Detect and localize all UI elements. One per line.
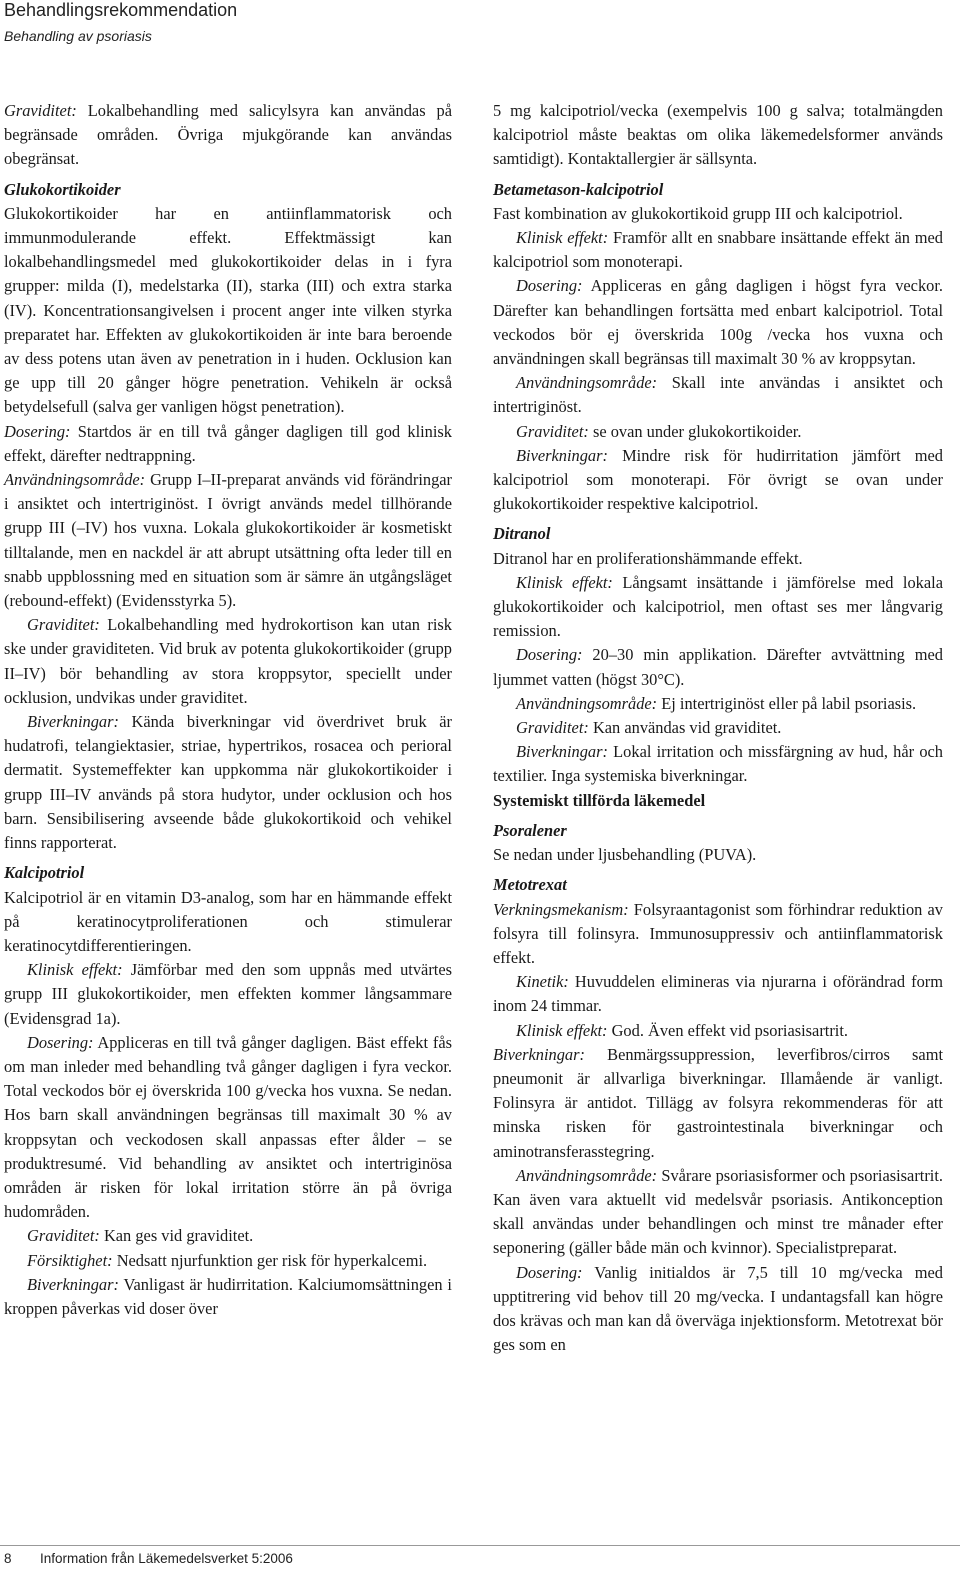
paragraph-label: Biverkningar: — [493, 1044, 585, 1064]
paragraph-text: Folsyraantagonist som förhindrar reduktion av folsyra till folinsyra. Immunosuppressiv och antiinflammatorisk effekt. — [493, 899, 943, 967]
paragraph — [493, 1019, 943, 1043]
paragraph — [493, 898, 943, 971]
paragraph-text: God. Även effekt vid psoriasisartrit. — [607, 1020, 848, 1040]
paragraph-text: Lokalbehandling med salicylsyra kan användas på begränsade områden. Övriga mjukgörande kan användas obegränsat. — [4, 101, 452, 169]
paragraph-text: Nedsatt njurfunktion ger risk för hyperkalcemi. — [112, 1250, 428, 1270]
footer-divider — [0, 1545, 960, 1546]
section-heading: Glukokortikoider — [4, 179, 121, 199]
paragraph-text: Benmärgssuppression, leverfibros/cirros samt pneumonit är allvarliga biverkningar. Illamående är vanligt. Folinsyra är antidot. Tillägg av folsyra rekommenderas för att minska risken för gastrointestinala biverkningar och aminotransferasstegring. — [493, 1044, 943, 1161]
paragraph-label: Biverkningar: — [27, 1274, 119, 1294]
paragraph-label: Biverkningar: — [516, 742, 608, 762]
paragraph — [4, 468, 452, 613]
paragraph-label: Klinisk effekt: — [516, 1020, 608, 1040]
paragraph-text: Vanligast är hudirritation. Kalciumomsättningen i kroppen påverkas vid doser över — [4, 1274, 452, 1318]
paragraph-label: Användningsområde: — [4, 470, 146, 490]
paragraph-text: Ej intertriginöst eller på labil psoriasis. — [657, 693, 917, 713]
page-header-title: Behandlingsrekommendation — [4, 0, 238, 20]
paragraph-text: Jämförbar med den som uppnås med utvärtes grupp III glukokortikoider, men effekten kommer långsammare (Evidensgrad 1a). — [4, 960, 452, 1028]
paragraph-text: Mindre risk för hudirritation jämfört med kalcipotriol som monoterapi. För övrigt se ovan under glukokortikoider respektive kalcipotriol. — [493, 445, 943, 514]
page-header-subtitle: Behandling av psoriasis — [4, 28, 152, 44]
paragraph — [493, 444, 943, 517]
paragraph-label: Dosering: — [27, 1032, 94, 1052]
paragraph-text: Kan användas vid graviditet. — [588, 718, 782, 738]
publication-source: Information från Läkemedelsverket 5:2006 — [40, 1551, 293, 1566]
paragraph — [493, 420, 943, 444]
left-column — [4, 99, 452, 1321]
paragraph — [4, 613, 452, 710]
paragraph-label: Graviditet: — [516, 718, 589, 738]
section-heading: Psoralener — [493, 820, 567, 840]
paragraph — [493, 274, 943, 371]
paragraph-text: Appliceras en till två gånger dagligen. Bäst effekt fås om man inleder med behandling två gånger dagligen i fyra veckor. Total veckodos bör ej överskrida 100 g/vecka hos vuxna. Se nedan. Hos barn skall användningen begränsas till maximalt 30 % av kroppsytan och veckodosen skall anpassas efter ålder – se produktresumé. Vid behandling av ansiktet och intertriginösa områden är risken för lokal irritation större än på övriga hudområden. — [4, 1032, 452, 1222]
paragraph — [493, 970, 943, 1018]
paragraph — [493, 1043, 943, 1164]
paragraph: Kalcipotriol är en vitamin D3-analog, som har en hämmande effekt på keratinocytproliferationen och stimulerar keratinocytdifferentieringen. — [4, 887, 452, 955]
paragraph-label: Klinisk effekt: — [516, 572, 613, 592]
paragraph-text: Svårare psoriasisformer och psoriasisartrit. Kan även vara aktuellt vid medelsvår psoriasis. Antikonception skall användas under behandlingen och minst tre månader efter seponering (gäller både män och kvinnor). Specialistpreparat. — [493, 1165, 943, 1258]
paragraph-label: Biverkningar: — [516, 445, 608, 465]
paragraph-text: Skall inte användas i ansiktet och intertriginöst. — [493, 373, 943, 417]
paragraph-text: se ovan under glukokortikoider. — [588, 421, 802, 441]
paragraph: Glukokortikoider har en antiinflammatorisk och immunmodulerande effekt. Effektmässigt kan lokalbehandlingsmedel med glukokortikoider delas in i fyra grupper: milda (I), medelstarka (II), starka (III) och extra starka (IV). Koncentrationsangivelsen i procent anger inte vilken styrka preparatet har. Effekten av glukokortikoiden är inte bara beroende av dess potens utan även av penetration in i huden. Ocklusion kan ge upp till 20 gånger högre penetration. Vehikeln är också betydelsefull (salva ger vanligen högst penetration). — [4, 203, 452, 417]
paragraph-text: Grupp I–II-preparat används vid förändringar i ansiktet och intertriginöst. I övrigt används medel tillhörande grupp III (–IV) hos vuxna. Lokala glukokortikoider är kosmetiskt tilltalande, men en nackdel är att abrupt utsättning ofta leder till en snabb uppblossning med en situation som är sämre än utgångsläget (rebound-effekt) (Evidensstyrka 5). — [4, 470, 452, 611]
paragraph — [4, 1224, 452, 1248]
paragraph — [4, 420, 452, 468]
paragraph-label: Försiktighet: — [27, 1250, 113, 1270]
paragraph-label: Graviditet: — [4, 101, 77, 120]
paragraph-label: Dosering: — [516, 1262, 583, 1282]
paragraph — [493, 740, 943, 788]
paragraph: Ditranol har en proliferationshämmande effekt. — [493, 548, 803, 568]
paragraph-label: Dosering: — [4, 421, 71, 441]
paragraph-label: Verkningsmekanism: — [493, 899, 629, 919]
paragraph — [493, 1164, 943, 1261]
paragraph-text: Vanlig initialdos är 7,5 till 10 mg/vecka med upptitrering vid behov till 20 mg/vecka. I undantagsfall kan högre dos krävas och man kan då överväga injektionsform. Metotrexat bör ges som en — [493, 1262, 943, 1355]
paragraph-label: Biverkningar: — [27, 712, 119, 732]
paragraph: 5 mg kalcipotriol/vecka (exempelvis 100 g salva; totalmängden kalcipotriol måste beaktas om olika läkemedelsformer används samtidigt). Kontaktallergier är sällsynta. — [493, 101, 943, 169]
section-heading: Ditranol — [493, 524, 551, 544]
paragraph-text: Startdos är en till två gånger dagligen till god klinisk effekt, därefter nedtrappning. — [4, 421, 452, 465]
paragraph — [4, 1249, 452, 1273]
paragraph-label: Klinisk effekt: — [27, 960, 123, 980]
section-heading: Kalcipotriol — [4, 863, 85, 883]
page-number: 8 — [4, 1551, 12, 1566]
paragraph-text: Lokalbehandling med hydrokortison kan utan risk ske under graviditeten. Vid bruk av potenta glukokortikoider (grupp II–IV) bör behandling av stora kroppsytor, speciellt under ocklusion, undvikas under graviditet. — [4, 615, 452, 707]
right-column — [493, 99, 943, 1357]
paragraph — [493, 571, 943, 644]
section-heading: Metotrexat — [493, 875, 567, 895]
paragraph — [4, 1273, 452, 1321]
paragraph-label: Dosering: — [516, 645, 583, 665]
paragraph — [493, 226, 943, 274]
paragraph — [4, 1031, 452, 1225]
paragraph-label: Användningsområde: — [516, 693, 658, 713]
paragraph-text: 20–30 min applikation. Därefter avtvättning med ljummet vatten (högst 30°C). — [493, 645, 943, 689]
paragraph: Fast kombination av glukokortikoid grupp III och kalcipotriol. — [493, 203, 903, 223]
paragraph — [4, 710, 452, 855]
section-heading-systemic: Systemiskt tillförda läkemedel — [493, 790, 706, 810]
paragraph-label: Användningsområde: — [516, 373, 658, 393]
paragraph-label: Graviditet: — [516, 421, 589, 441]
paragraph — [4, 99, 452, 172]
paragraph: Se nedan under ljusbehandling (PUVA). — [493, 845, 757, 865]
paragraph — [493, 716, 943, 740]
paragraph-text: Lokal irritation och missfärgning av hud, hår och textilier. Inga systemiska biverkningar. — [493, 742, 943, 786]
paragraph — [493, 692, 943, 716]
paragraph-text: Framför allt en snabbare insättande effekt än med kalcipotriol som monoterapi. — [493, 228, 943, 272]
paragraph — [493, 1261, 943, 1358]
paragraph-label: Kinetik: — [516, 972, 569, 992]
paragraph-label: Graviditet: — [27, 615, 100, 635]
paragraph-label: Graviditet: — [27, 1226, 100, 1246]
paragraph-text: Långsamt insättande i jämförelse med lokala glukokortikoider och kalcipotriol, men oftast ses mer långvarig remission. — [493, 572, 943, 641]
paragraph-label: Dosering: — [516, 276, 583, 296]
paragraph-text: Kända biverkningar vid överdrivet bruk är hudatrofi, telangiektasier, striae, hypertrikos, rosacea och perioral dermatit. Systemeffekter kan uppkomma när glukokortikoider i grupp III–IV används på stora hudytor, under ocklusion och hos barn. Sensibilisering avseende både glukokortikoid och vehikel finns rapporterat. — [4, 712, 452, 853]
paragraph-text: Appliceras en gång dagligen i högst fyra veckor. Därefter kan behandlingen fortsätta med enbart kalcipotriol. Total veckodos bör ej överskrida 100g /vecka hos vuxna och användningen skall begränsas till maximalt 30 % av kroppsytan. — [493, 276, 943, 369]
paragraph — [493, 643, 943, 691]
section-heading: Betametason-kalcipotriol — [493, 179, 664, 199]
paragraph-text: Kan ges vid graviditet. — [99, 1226, 254, 1246]
paragraph — [4, 958, 452, 1031]
paragraph-label: Användningsområde: — [516, 1165, 658, 1185]
paragraph — [493, 371, 943, 419]
paragraph-label: Klinisk effekt: — [516, 228, 609, 248]
paragraph-text: Huvuddelen elimineras via njurarna i oförändrad form inom 24 timmar. — [493, 972, 943, 1016]
